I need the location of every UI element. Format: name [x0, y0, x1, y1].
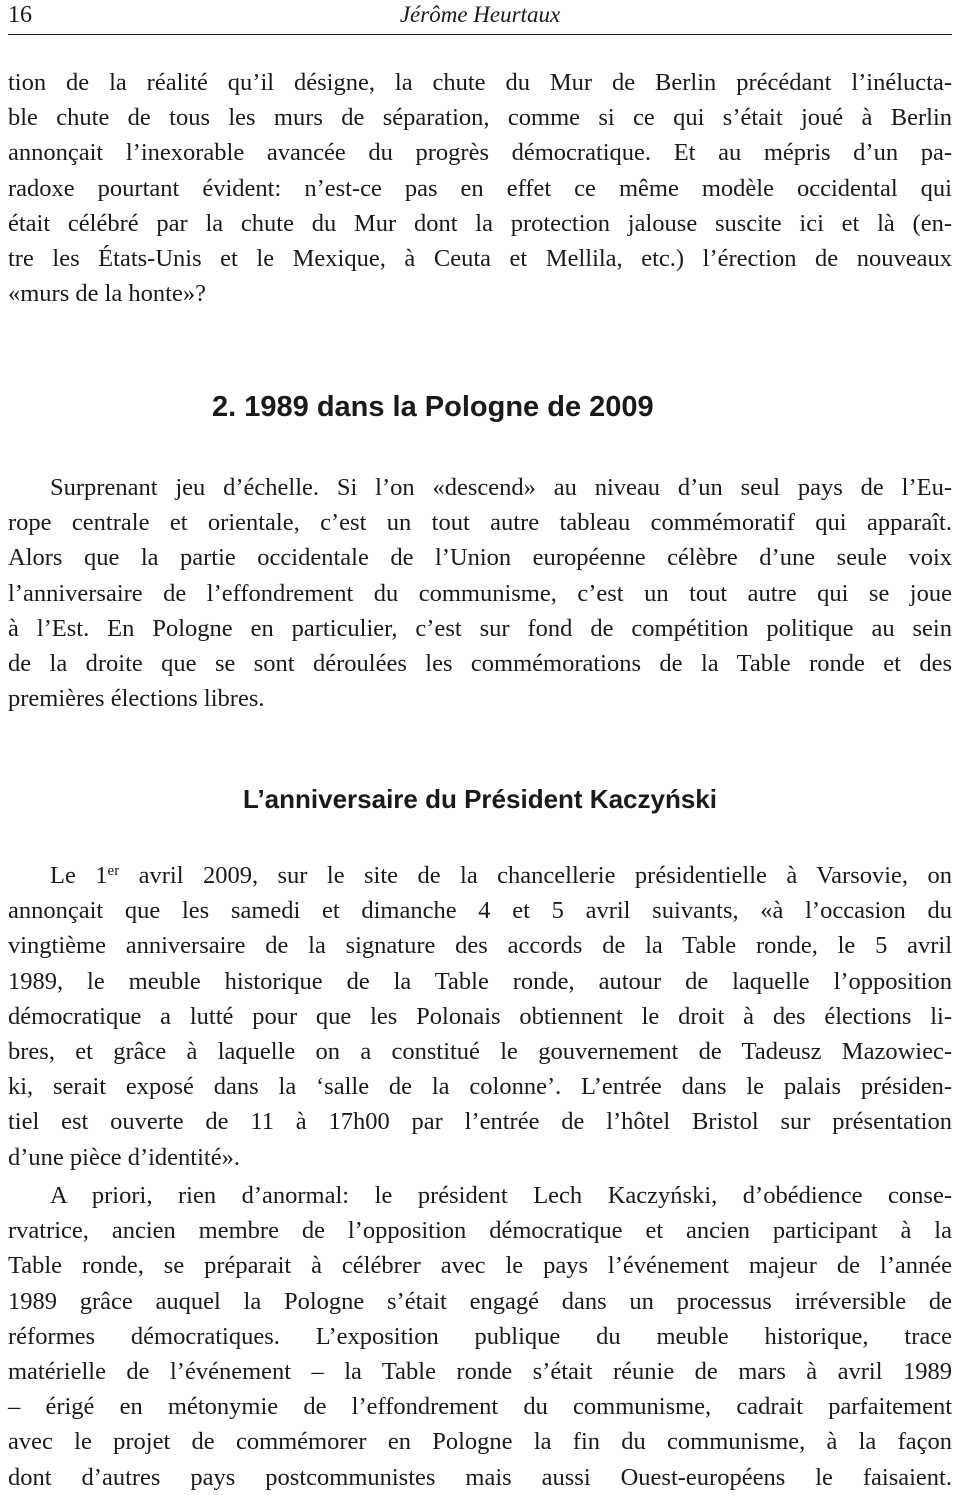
- text-line: annonçait l’inexorable avancée du progrès démocratique. Et au mépris d’un pa-: [8, 139, 952, 167]
- text-line: 1989 grâce auquel la Pologne s’était engagé dans un processus irréversible de: [8, 1287, 952, 1315]
- text-line: avec le projet de commémorer en Pologne la fin du communisme, à la façon: [8, 1428, 952, 1456]
- running-title: Jérôme Heurtaux: [399, 2, 561, 27]
- text-line: d’une pièce d’identité».: [8, 1143, 240, 1171]
- text-line: rvatrice, ancien membre de l’opposition démocratique et ancien participant à la: [8, 1217, 952, 1245]
- text-fragment: Le 1: [50, 862, 108, 889]
- text-line: – érigé en métonymie de l’effondrement du communisme, cadrait parfaitement: [8, 1393, 952, 1421]
- text-line: annonçait que les samedi et dimanche 4 et 5 avril suivants, «à l’occasion du: [8, 897, 952, 925]
- text-line: 1989, le meuble historique de la Table ronde, autour de laquelle l’opposition: [8, 967, 952, 995]
- text-line: ble chute de tous les murs de séparation, comme si ce qui s’était joué à Berlin: [8, 104, 952, 132]
- paragraph-a-priori: [8, 1178, 952, 1495]
- text-line: radoxe pourtant évident: n’est-ce pas en effet ce même modèle occidental qui: [8, 174, 952, 202]
- page-number: 16: [8, 2, 32, 28]
- text-line: matérielle de l’événement – la Table ronde s’était réunie de mars à avril 1989: [8, 1358, 952, 1386]
- subsection-heading: L’anniversaire du Président Kaczyński: [243, 784, 717, 814]
- text-line: démocratique a lutté pour que les Polonais obtiennent le droit à des élections li-: [8, 1002, 952, 1030]
- paragraph-anniversary: [8, 858, 952, 1175]
- text-line: tiel est ouverte de 11 à 17h00 par l’entrée de l’hôtel Bristol sur présentation: [8, 1108, 952, 1136]
- text-line: vingtième anniversaire de la signature des accords de la Table ronde, le 5 avril: [8, 932, 952, 960]
- text-line: [8, 858, 952, 893]
- text-line: était célébré par la chute du Mur dont la protection jalouse suscite ici et là (en-: [8, 209, 952, 237]
- text-fragment: avril 2009, sur le site de la chancellerie présidentielle à Varsovie, on: [119, 862, 952, 889]
- text-line: premières élections libres.: [8, 685, 265, 713]
- paragraph-section-2: [8, 470, 952, 716]
- section-heading: 2. 1989 dans la Pologne de 2009: [212, 391, 654, 423]
- text-line: «murs de la honte»?: [8, 280, 206, 308]
- text-line: réformes démocratiques. L’exposition publique du meuble historique, trace: [8, 1322, 952, 1350]
- text-line: Table ronde, se préparait à célébrer avec le pays l’événement majeur de l’année: [8, 1252, 952, 1280]
- text-line: ki, serait exposé dans la ‘salle de la colonne’. L’entrée dans le palais présiden-: [8, 1073, 952, 1101]
- text-line: bres, et grâce à laquelle on a constitué le gouvernement de Tadeusz Mazowiec-: [8, 1038, 952, 1066]
- text-line: dont d’autres pays postcommunistes mais aussi Ouest-européens le faisaient.: [8, 1463, 952, 1491]
- text-line: tre les États-Unis et le Mexique, à Ceuta et Mellila, etc.) l’érection de nouveaux: [8, 245, 952, 273]
- paragraph-intro: [8, 65, 952, 311]
- text-line: A priori, rien d’anormal: le président Lech Kaczyński, d’obédience conse-: [50, 1182, 952, 1209]
- running-header: [8, 0, 952, 35]
- text-line: l’anniversaire de l’effondrement du communisme, c’est un tout autre qui se joue: [8, 579, 952, 607]
- text-line: rope centrale et orientale, c’est un tout autre tableau commémoratif qui apparaît.: [8, 509, 952, 537]
- text-line: de la droite que se sont déroulées les commémorations de la Table ronde et des: [8, 650, 952, 678]
- text-line: à l’Est. En Pologne en particulier, c’est sur fond de compétition politique au sein: [8, 614, 952, 642]
- text-line: tion de la réalité qu’il désigne, la chute du Mur de Berlin précédant l’inélucta-: [8, 69, 952, 96]
- text-line: Alors que la partie occidentale de l’Union européenne célèbre d’une seule voix: [8, 544, 952, 572]
- superscript: er: [107, 863, 120, 879]
- text-line: Surprenant jeu d’échelle. Si l’on «descend» au niveau d’un seul pays de l’Eu-: [50, 474, 952, 501]
